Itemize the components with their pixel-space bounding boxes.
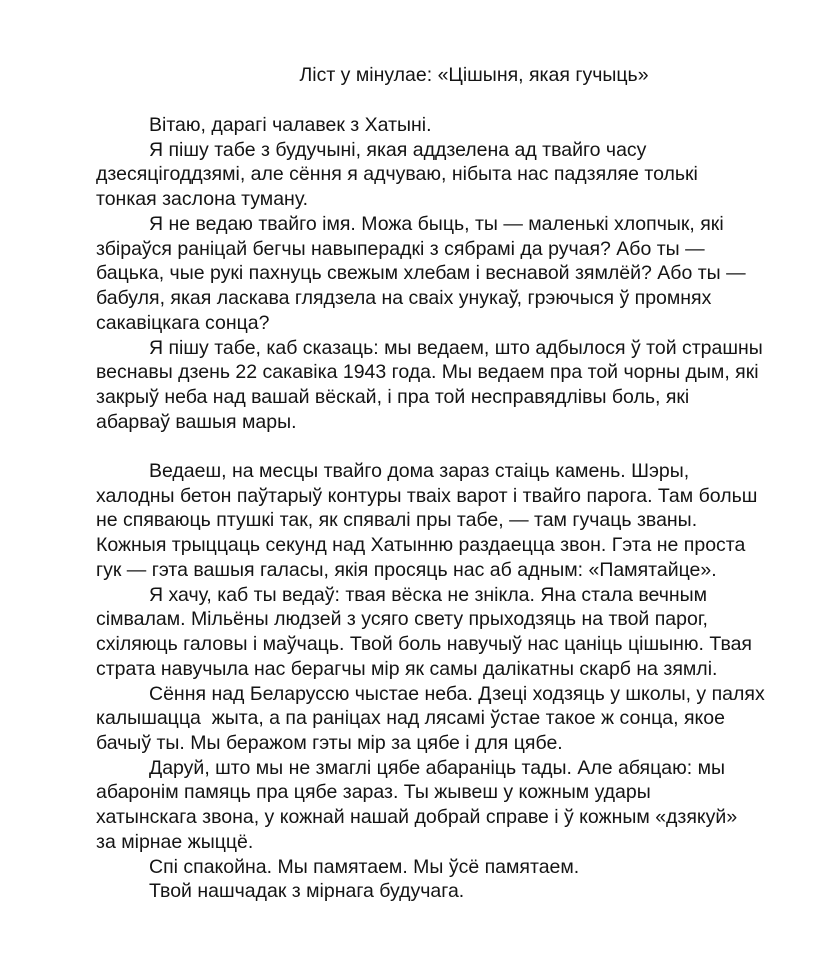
letter-line: сакавіцкага сонца? [96, 312, 270, 334]
letter-line: гук — гэта вашыя галасы, якія просяць нас аб адным: «Памятайце». [96, 559, 717, 581]
letter-line: Ведаеш, на месцы твайго дома зараз стаіць камень. Шэры, [149, 460, 690, 482]
letter-line: калышацца жыта, а па раніцах над лясамі ўстае такое ж сонца, якое [96, 707, 725, 729]
letter-line: бабуля, якая ласкава глядзела на сваіх унукаў, грэючыся ў промнях [96, 287, 712, 309]
letter-line: абарваў вашыя мары. [96, 411, 297, 433]
letter-line: дзесяцігоддзямі, але сёння я адчуваю, нібыта нас падзяляе толькі [96, 163, 698, 185]
letter-line: схіляюць галовы і маўчаць. Твой боль навучыў нас цаніць цішыню. Твая [96, 633, 752, 655]
letter-line: веснавы дзень 22 сакавіка 1943 года. Мы ведаем пра той чорны дым, які [96, 361, 759, 383]
letter-line: Я пішу табе, каб сказаць: мы ведаем, што адбылося ў той страшны [149, 337, 763, 359]
letter-line: Я пішу табе з будучыні, якая аддзелена ад твайго часу [149, 139, 647, 161]
letter-line: хатынскага звона, у кожнай нашай добрай справе і ў кожным «дзякуй» [96, 806, 738, 828]
letter-line: збіраўся раніцай бегчы навыперадкі з сябрамі да ручая? Або ты — [96, 238, 705, 260]
letter-line: не спяваюць птушкі так, як спявалі пры табе, — там гучаць званы. [96, 509, 698, 531]
letter-line: за мірнае жыццё. [96, 831, 254, 853]
letter-title: Ліст у мінулае: «Цішыня, якая гучыць» [299, 64, 649, 86]
letter-line: абаронім памяць пра цябе зараз. Ты жывеш у кожным удары [96, 781, 651, 803]
letter-signature: Твой нашчадак з мірнага будучага. [149, 880, 465, 902]
letter-line: закрыў неба над вашай вёскай, і пра той несправядлівы боль, які [96, 386, 690, 408]
letter-line: Я не ведаю твайго імя. Можа быць, ты — маленькі хлопчык, які [149, 213, 724, 235]
letter-line: бацька, чые рукі пахнуць свежым хлебам і веснавой зямлёй? Або ты — [96, 262, 746, 284]
letter-line: Спі спакойна. Мы памятаем. Мы ўсё памятаем. [149, 856, 580, 878]
letter-line: тонкая заслона туману. [96, 188, 309, 210]
letter-line: халодны бетон паўтарыў контуры тваіх варот і твайго парога. Там больш [96, 485, 758, 507]
letter-line: страта навучыла нас берагчы мір як самы далікатны скарб на зямлі. [96, 658, 718, 680]
letter-line: Даруй, што мы не змаглі цябе абараніць тады. Але абяцаю: мы [149, 757, 726, 779]
letter-line: сімвалам. Мільёны людзей з усяго свету прыходзяць на твой парог, [96, 608, 708, 630]
letter-line: Сёння над Беларуссю чыстае неба. Дзеці ходзяць у школы, у палях [149, 683, 765, 705]
letter-line: Вітаю, дарагі чалавек з Хатыні. [149, 114, 432, 136]
letter-line: бачыў ты. Мы беражом гэты мір за цябе і для цябе. [96, 732, 563, 754]
letter-line: Кожныя трыццаць секунд над Хатынню раздаецца звон. Гэта не проста [96, 534, 746, 556]
letter-line: Я хачу, каб ты ведаў: твая вёска не знікла. Яна стала вечным [149, 584, 708, 606]
